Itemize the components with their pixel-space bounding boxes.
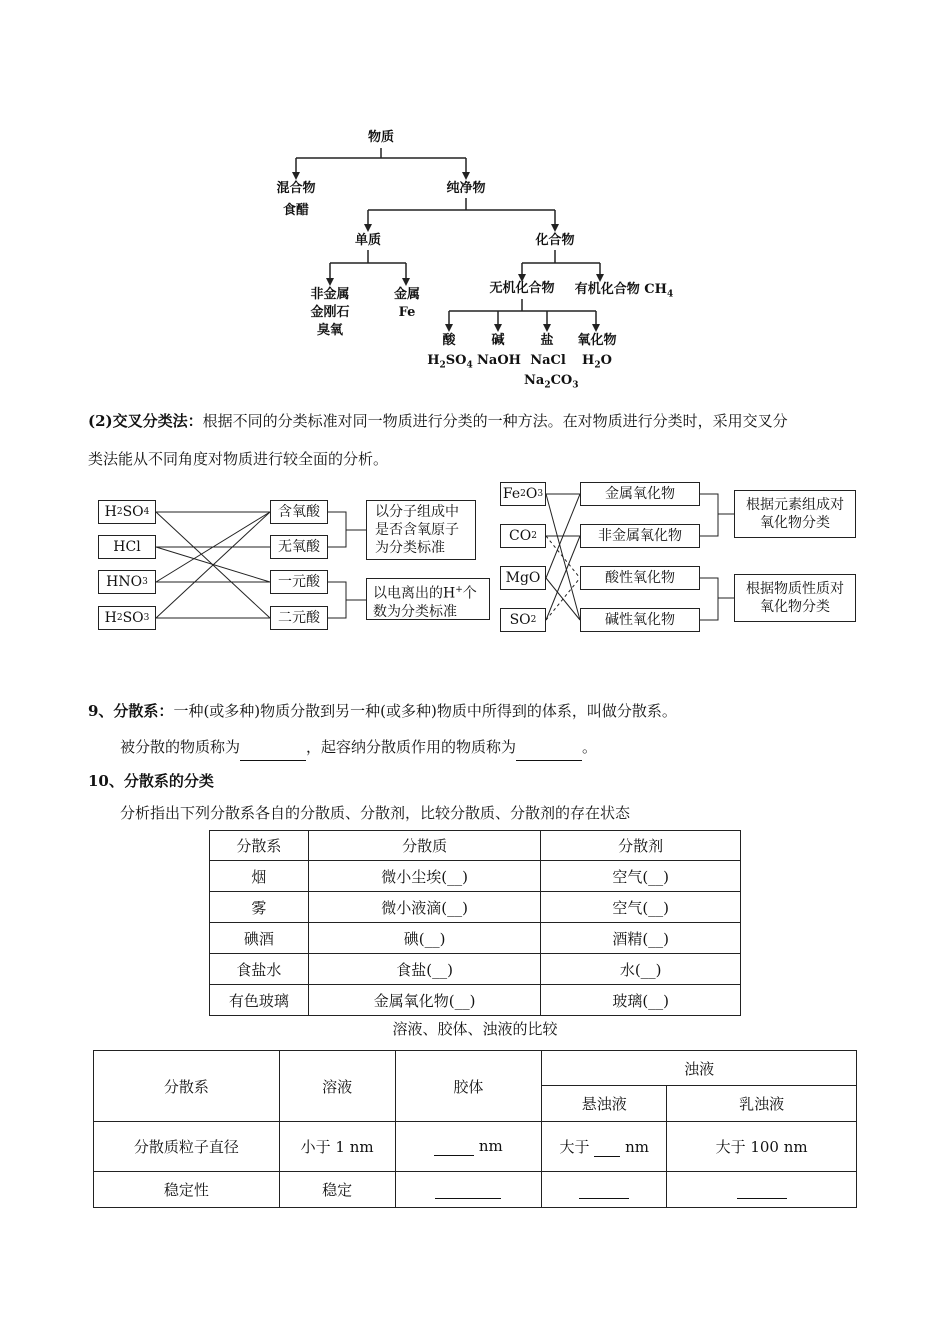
table-row [210,861,741,892]
comparison-table [93,1050,857,1208]
table2-row-label-stability: 稳定性 [94,1172,280,1208]
cross-co2: CO 2 [500,524,546,548]
tree-inorganic: 无机化合物 [489,281,555,296]
table2-emulsion-stability [667,1172,857,1208]
table-row [210,892,741,923]
cross-so2: SO 2 [500,608,546,632]
table2-colloid-diameter: nm [395,1122,542,1172]
table2-header-system: 分散系 [94,1051,280,1122]
tree-salt: 盐 [540,333,554,348]
table2-header-turbid: 浊液 [542,1051,857,1086]
table-row [94,1172,857,1208]
cross-h2so3: H 2 SO 3 [98,606,156,630]
table1-cell: 碘(__) [308,923,541,954]
q9-heading: 9、分散系： [88,702,174,720]
cross-note-property: 根据物质性质对氧化物分类 [734,574,856,622]
table-row [210,923,741,954]
table1-cell: 食盐水 [210,954,309,985]
table2-suspension-stability [542,1172,667,1208]
table1-cell: 水(__) [541,954,741,985]
table-row [94,1122,857,1172]
dispersion-table [209,830,741,1016]
cross-metal-oxide: 金属氧化物 [580,482,700,506]
tree-nonmetal-ex2: 臭氧 [316,323,343,338]
table-row [210,954,741,985]
cross-oxyacid: 含氧酸 [270,500,328,524]
tree-organic: 有机化合物 $CH_4$ [574,282,674,300]
tree-oxide-example: $H_2O$ [582,353,612,371]
table1-cell: 酒精(__) [541,923,741,954]
tree-pure: 纯净物 [446,181,486,196]
table2-header-colloid: 胶体 [395,1051,542,1122]
table2-solution-stability: 稳定 [279,1172,395,1208]
q9-blank-dispersed-phase[interactable] [240,734,306,761]
tree-acid-example: $H_2SO_4$ [427,353,473,371]
table1-header-medium: 分散剂 [541,831,741,861]
cross-note-hydrogen: 以电离出的H+个数为分类标准 [366,578,490,620]
tree-mixture-example: 食醋 [282,203,309,218]
emulsion-stability-blank[interactable] [737,1180,787,1199]
q10-heading: 10、分散系的分类 [88,772,214,790]
table1-cell: 碘酒 [210,923,309,954]
tree-metal: 金属 [393,287,420,302]
table2-header-solution: 溶液 [279,1051,395,1122]
cross-hno3: HNO 3 [98,570,156,594]
tree-salt-example2: $Na_2CO_3$ [524,373,579,391]
q9-line1: 9、分散系：一种(或多种)物质分散到另一种(或多种)物质中所得到的体系，叫做分散系。 [88,702,677,720]
tree-nonmetal: 非金属 [310,287,350,302]
suspension-diameter-blank[interactable] [594,1138,620,1157]
tree-nonmetal-ex1: 金刚石 [310,305,350,320]
colloid-stability-blank[interactable] [435,1180,501,1199]
table1-cell: 空气(__) [541,861,741,892]
table2-emulsion-diameter: 大于 100 nm [667,1122,857,1172]
tree-metal-ex: Fe [398,305,416,320]
table1-header-phase: 分散质 [308,831,541,861]
cross-note-composition: 根据元素组成对氧化物分类 [734,490,856,538]
table1-cell: 空气(__) [541,892,741,923]
q10-intro: 分析指出下列分散系各自的分散质、分散剂，比较分散质、分散剂的存在状态 [120,804,631,822]
tree-element: 单质 [354,233,381,248]
cross-basic-oxide: 碱性氧化物 [580,608,700,632]
tree-salt-example1: NaCl [530,353,566,368]
table1-cell: 微小液滴(__) [308,892,541,923]
table2-header-suspension: 悬浊液 [542,1086,667,1122]
cross-monoprotic: 一元酸 [270,570,328,594]
cross-acidic-oxide: 酸性氧化物 [580,566,700,590]
table1-cell: 食盐(__) [308,954,541,985]
cross-nonmetal-oxide: 非金属氧化物 [580,524,700,548]
table1-cell: 金属氧化物(__) [308,985,541,1016]
suspension-stability-blank[interactable] [579,1180,629,1199]
table2-colloid-stability [395,1172,542,1208]
table1-cell: 有色玻璃 [210,985,309,1016]
q9-blank-dispersion-medium[interactable] [516,734,582,761]
cross-h2so4: H 2 SO 4 [98,500,156,524]
cross-nonoxyacid: 无氧酸 [270,535,328,559]
tree-acid: 酸 [442,333,456,348]
classification-tree-lines [0,0,950,400]
q9-line2: 被分散的物质称为 ，起容纳分散质作用的物质称为 。 [120,734,880,761]
table2-row-label-diameter: 分散质粒子直径 [94,1122,280,1172]
cross-diprotic: 二元酸 [270,606,328,630]
table1-header-system: 分散系 [210,831,309,861]
table1-cell: 雾 [210,892,309,923]
cross-heading: (2)交叉分类法： [88,412,203,430]
table2-caption: 溶液、胶体、浊液的比较 [392,1020,558,1038]
table-row [210,985,741,1016]
tree-mixture: 混合物 [276,181,316,196]
table2-solution-diameter: 小于 1 nm [279,1122,395,1172]
tree-root: 物质 [367,130,394,145]
table1-cell: 微小尘埃(__) [308,861,541,892]
cross-fe2o3: Fe 2 O 3 [500,482,546,506]
table2-header-emulsion: 乳浊液 [667,1086,857,1122]
tree-base-example: NaOH [477,353,521,368]
colloid-diameter-blank[interactable] [434,1137,474,1156]
cross-mgo: MgO [500,566,546,590]
table2-suspension-diameter: 大于 nm [542,1122,667,1172]
tree-oxide: 氧化物 [577,333,617,348]
tree-compound: 化合物 [535,233,575,248]
tree-base: 碱 [491,333,505,348]
cross-note-oxygen: 以分子组成中是否含氧原子为分类标准 [366,500,476,560]
table1-cell: 烟 [210,861,309,892]
cross-hcl: HCl [98,535,156,559]
cross-classification-paragraph-2: 类法能从不同角度对物质进行较全面的分析。 [88,450,389,468]
cross-classification-paragraph: (2)交叉分类法：根据不同的分类标准对同一物质进行分类的一种方法。在对物质进行分类时，采用交叉分 [88,412,788,430]
table1-cell: 玻璃(__) [541,985,741,1016]
